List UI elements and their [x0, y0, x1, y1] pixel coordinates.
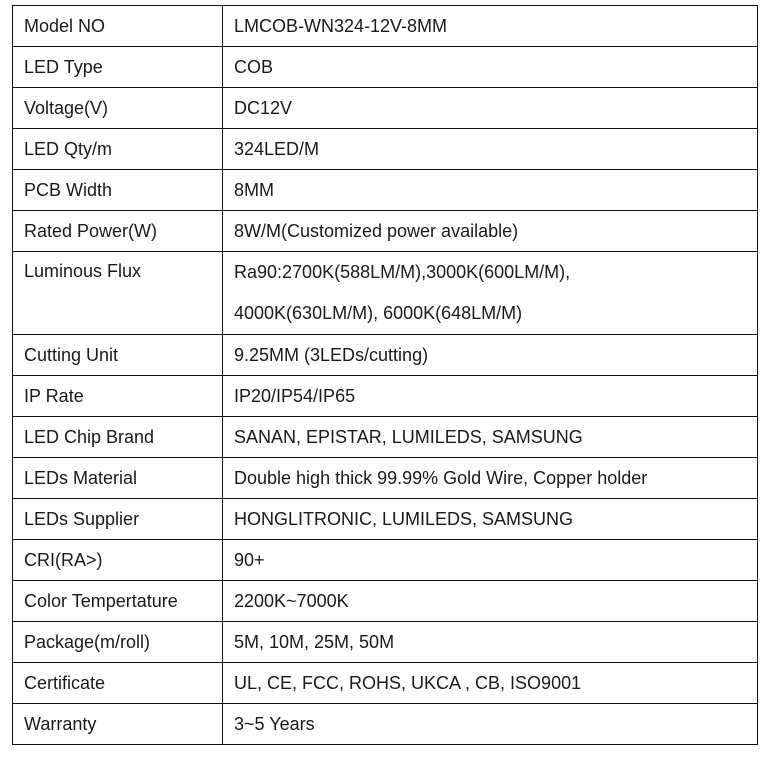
row-label: Luminous Flux	[24, 261, 142, 281]
row-label: LED Type	[13, 47, 223, 88]
table-row-pcb-width	[13, 170, 758, 211]
row-label: IP Rate	[13, 376, 223, 417]
table-row-led-type	[13, 47, 758, 88]
table-row-model-no	[13, 6, 758, 47]
row-value: 9.25MM (3LEDs/cutting)	[223, 335, 758, 376]
row-value: UL, CE, FCC, ROHS, UKCA , CB, ISO9001	[223, 663, 758, 704]
row-label: PCB Width	[13, 170, 223, 211]
table-row-ip-rate	[13, 376, 758, 417]
row-label: Cutting Unit	[13, 335, 223, 376]
row-value: HONGLITRONIC, LUMILEDS, SAMSUNG	[223, 499, 758, 540]
spec-table	[12, 5, 758, 745]
table-row-cutting-unit	[13, 335, 758, 376]
row-label-cell	[13, 252, 223, 335]
table-row-led-chip-brand	[13, 417, 758, 458]
row-value: 2200K~7000K	[223, 581, 758, 622]
row-value: 5M, 10M, 25M, 50M	[223, 622, 758, 663]
row-value: 8MM	[223, 170, 758, 211]
table-row-warranty	[13, 704, 758, 745]
row-label: Package(m/roll)	[13, 622, 223, 663]
table-row-package	[13, 622, 758, 663]
row-label: Voltage(V)	[13, 88, 223, 129]
row-value: 3~5 Years	[223, 704, 758, 745]
row-value-line-1: Ra90:2700K(588LM/M),3000K(600LM/M),	[234, 262, 571, 282]
table-row-leds-supplier	[13, 499, 758, 540]
table-row-leds-material	[13, 458, 758, 499]
row-value: COB	[223, 47, 758, 88]
row-label: Rated Power(W)	[13, 211, 223, 252]
row-value: 90+	[223, 540, 758, 581]
table-row-rated-power	[13, 211, 758, 252]
row-value: DC12V	[223, 88, 758, 129]
row-label: Model NO	[13, 6, 223, 47]
row-value: 324LED/M	[223, 129, 758, 170]
table-row-cri	[13, 540, 758, 581]
table-row-color-temperature	[13, 581, 758, 622]
row-value: SANAN, EPISTAR, LUMILEDS, SAMSUNG	[223, 417, 758, 458]
table-row-luminous-flux	[13, 252, 758, 335]
row-label: Warranty	[13, 704, 223, 745]
table-row-led-qty	[13, 129, 758, 170]
row-value-cell	[223, 252, 758, 335]
row-value: 8W/M(Customized power available)	[223, 211, 758, 252]
row-label: LEDs Supplier	[13, 499, 223, 540]
row-label: Color Tempertature	[13, 581, 223, 622]
row-label: LEDs Material	[13, 458, 223, 499]
row-label: LED Qty/m	[13, 129, 223, 170]
row-value: Double high thick 99.99% Gold Wire, Copper holder	[223, 458, 758, 499]
row-label: Certificate	[13, 663, 223, 704]
row-value: IP20/IP54/IP65	[223, 376, 758, 417]
row-label: LED Chip Brand	[13, 417, 223, 458]
row-value-line-2: 4000K(630LM/M), 6000K(648LM/M)	[234, 303, 523, 323]
row-value: LMCOB-WN324-12V-8MM	[223, 6, 758, 47]
table-row-voltage	[13, 88, 758, 129]
row-label: CRI(RA>)	[13, 540, 223, 581]
table-row-certificate	[13, 663, 758, 704]
